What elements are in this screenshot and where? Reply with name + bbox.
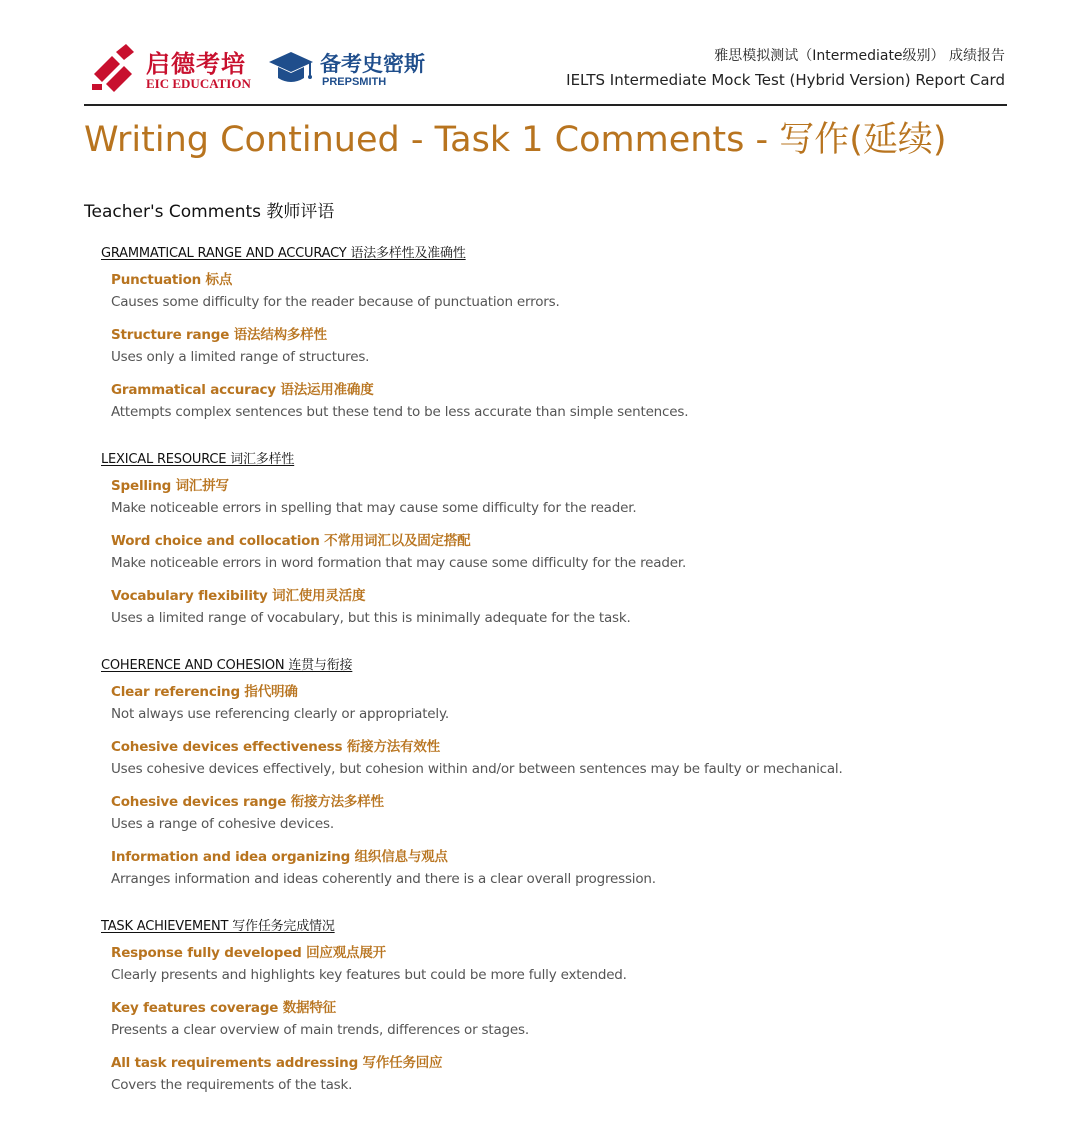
comment-item [101, 681, 1001, 725]
section-task-achievement [101, 916, 1001, 1096]
section-title: LEXICAL RESOURCE 词汇多样性 [101, 452, 295, 467]
section-title: GRAMMATICAL RANGE AND ACCURACY 语法多样性及准确性 [101, 246, 466, 261]
report-header [84, 38, 1007, 106]
comment-item [101, 736, 1001, 780]
comment-criterion: Grammatical accuracy 语法运用准确度 [111, 382, 374, 398]
comment-criterion: Spelling 词汇拼写 [111, 478, 229, 494]
report-title-block [566, 46, 1005, 92]
comment-text: Causes some difficulty for the reader because of punctuation errors. [111, 294, 560, 310]
section-title: COHERENCE AND COHESION 连贯与衔接 [101, 658, 353, 673]
comment-item [101, 269, 1001, 313]
section-coherence-cohesion [101, 655, 1001, 890]
eic-logo-chinese: 启德考培 [146, 50, 246, 78]
comment-text: Presents a clear overview of main trends, differences or stages. [111, 1022, 529, 1038]
comment-criterion: Key features coverage 数据特征 [111, 1000, 336, 1016]
comment-text: Not always use referencing clearly or appropriately. [111, 706, 449, 722]
eic-logo-icon [90, 44, 140, 92]
prepsmith-logo [268, 48, 448, 92]
teacher-comments-heading: Teacher's Comments 教师评语 [84, 202, 335, 222]
eic-education-logo [90, 42, 260, 94]
comment-item [101, 530, 1001, 574]
page-title: Writing Continued - Task 1 Comments - 写作(延续) [84, 120, 947, 160]
comment-text: Uses a limited range of vocabulary, but this is minimally adequate for the task. [111, 610, 631, 626]
section-grammatical-range [101, 243, 1001, 423]
eic-logo-english: EIC EDUCATION [146, 76, 251, 91]
comment-criterion: Word choice and collocation 不常用词汇以及固定搭配 [111, 533, 471, 549]
comment-text: Attempts complex sentences but these tend to be less accurate than simple sentences. [111, 404, 689, 420]
comment-text: Make noticeable errors in word formation that may cause some difficulty for the reader. [111, 555, 687, 571]
comment-text: Make noticeable errors in spelling that may cause some difficulty for the reader. [111, 500, 637, 516]
comment-criterion: Vocabulary flexibility 词汇使用灵活度 [111, 588, 366, 604]
comment-criterion: Structure range 语法结构多样性 [111, 327, 327, 343]
comment-item [101, 791, 1001, 835]
comment-text: Clearly presents and highlights key features but could be more fully extended. [111, 967, 627, 983]
comment-item [101, 475, 1001, 519]
comment-item [101, 846, 1001, 890]
section-title: TASK ACHIEVEMENT 写作任务完成情况 [101, 919, 335, 934]
prepsmith-logo-english: PREPSMITH [322, 76, 387, 88]
comment-text: Covers the requirements of the task. [111, 1077, 353, 1093]
comment-criterion: Cohesive devices range 衔接方法多样性 [111, 794, 384, 810]
comment-item [101, 585, 1001, 629]
graduation-cap-icon [268, 50, 314, 88]
comment-text: Uses a range of cohesive devices. [111, 816, 334, 832]
comment-item [101, 379, 1001, 423]
comment-text: Uses cohesive devices effectively, but cohesion within and/or between sentences may be faulty or mechanical. [111, 761, 843, 777]
section-lexical-resource [101, 449, 1001, 629]
prepsmith-logo-chinese: 备考史密斯 [320, 52, 425, 76]
comment-criterion: Clear referencing 指代明确 [111, 684, 298, 700]
comment-item [101, 1052, 1001, 1096]
comment-criterion: Response fully developed 回应观点展开 [111, 945, 386, 961]
comment-criterion: Punctuation 标点 [111, 272, 233, 288]
comment-text: Uses only a limited range of structures. [111, 349, 370, 365]
comment-criterion: Information and idea organizing 组织信息与观点 [111, 849, 448, 865]
report-title-english: IELTS Intermediate Mock Test (Hybrid Version) Report Card [566, 71, 1005, 89]
comment-item [101, 997, 1001, 1041]
comment-item [101, 324, 1001, 368]
comment-text: Arranges information and ideas coherently and there is a clear overall progression. [111, 871, 656, 887]
comment-criterion: Cohesive devices effectiveness 衔接方法有效性 [111, 739, 440, 755]
comment-sections [101, 243, 1001, 1122]
report-title-chinese: 雅思模拟测试（Intermediate级别） 成绩报告 [714, 48, 1005, 64]
comment-item [101, 942, 1001, 986]
comment-criterion: All task requirements addressing 写作任务回应 [111, 1055, 443, 1071]
